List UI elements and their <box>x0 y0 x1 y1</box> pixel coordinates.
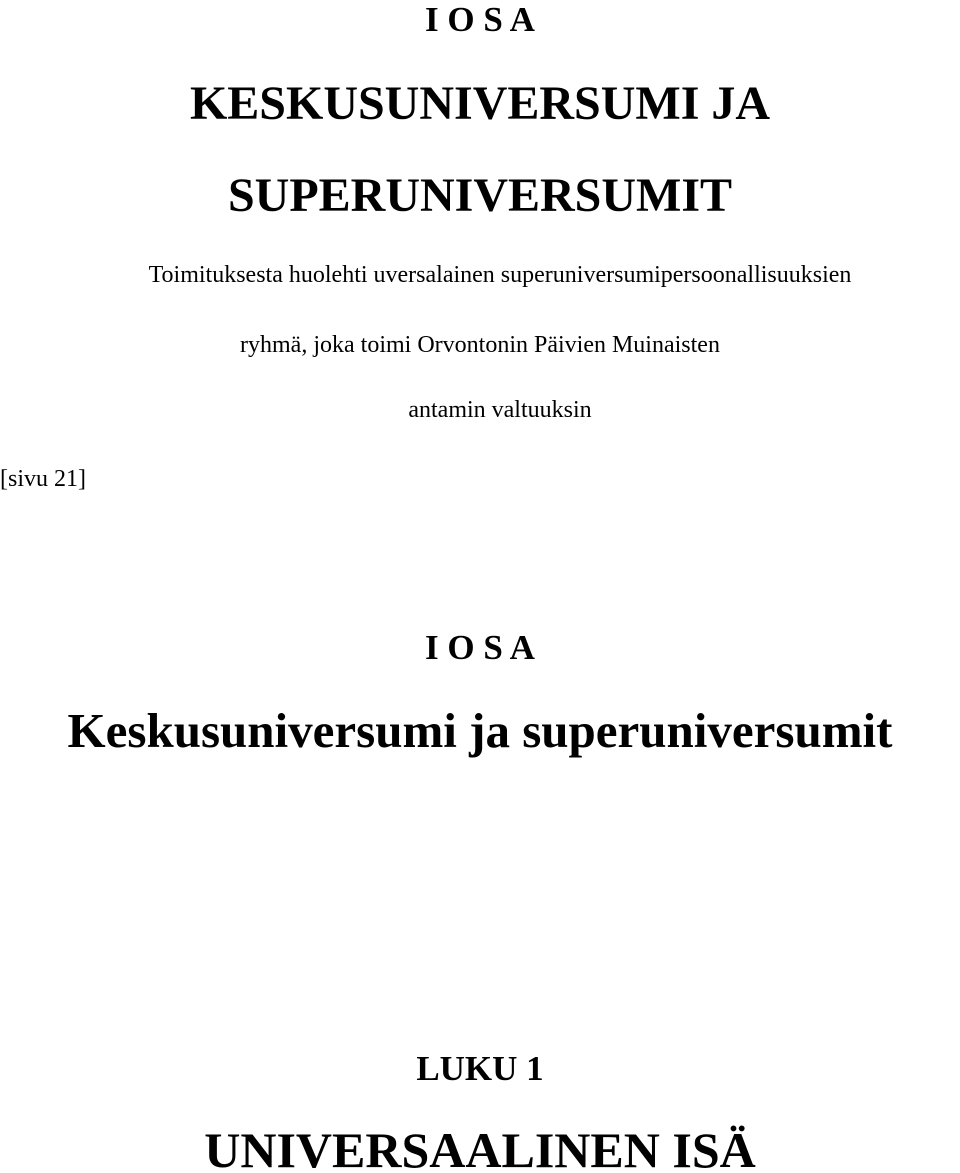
book-title-line-2: SUPERUNIVERSUMIT <box>227 169 733 222</box>
credits-line-3: antamin valtuuksin <box>408 397 592 423</box>
chapter-label: LUKU 1 <box>416 1049 544 1088</box>
credits-line-2: ryhmä, joka toimi Orvontonin Päivien Muinaisten <box>240 332 720 358</box>
chapter-title: UNIVERSAALINEN ISÄ <box>204 1125 756 1173</box>
part-label-heading: I O S A <box>425 0 535 39</box>
page-number-marker: [sivu 21] <box>0 466 86 492</box>
part-title: Keskusuniversumi ja superuniversumit <box>67 703 893 758</box>
book-title-line-1: KESKUSUNIVERSUMI JA <box>189 77 771 130</box>
part-label: I O S A <box>425 628 535 667</box>
credits-line-1: Toimituksesta huolehti uversalainen superuniversumipersoonallisuuksien <box>148 262 852 288</box>
